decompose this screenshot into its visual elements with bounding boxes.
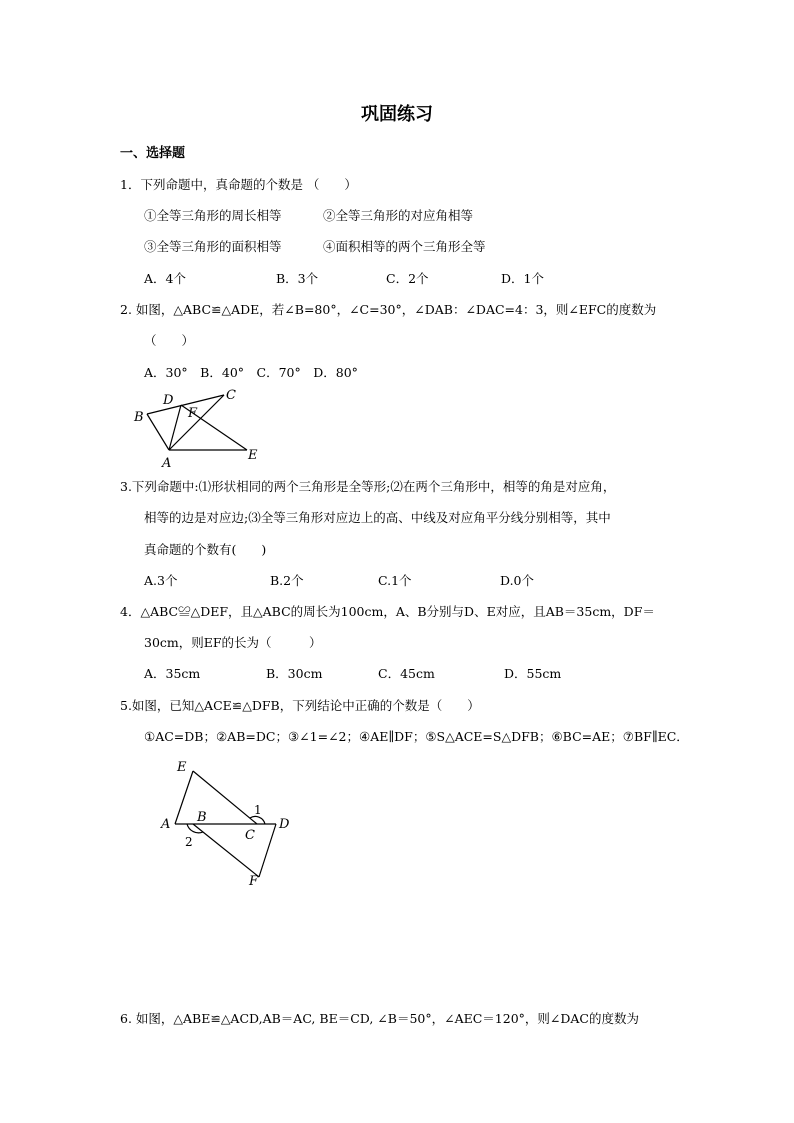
q4-choice-c: C．45cm	[378, 666, 435, 681]
q4-choice-d: D．55cm	[504, 666, 562, 681]
q5-label-a: A	[161, 817, 171, 832]
q2-line-ca	[169, 395, 224, 450]
q5-conclusions: ①AC=DB；②AB=DC；③∠1=∠2；④AE∥DF；⑤S△ACE=S△DFB；⑥BC=AE；⑦BF∥EC．	[144, 729, 689, 744]
q5-angle-2-label: 2	[185, 835, 193, 849]
q2-line-bc	[147, 395, 224, 414]
q3-choice-a: A.3个	[144, 573, 178, 588]
q2-label-c: C	[226, 388, 236, 403]
q4-choice-a: A．35cm	[144, 666, 201, 681]
q2-label-f: F	[188, 406, 198, 421]
q1-option-3: ③全等三角形的面积相等	[144, 239, 282, 254]
q2-choices: A．30° B．40° C．70° D．80°	[144, 365, 358, 380]
q1-option-2: ②全等三角形的对应角相等	[323, 208, 474, 223]
q3-choice-c: C.1个	[378, 573, 412, 588]
q3-line-3: 真命题的个数有( )	[144, 542, 267, 557]
q1-option-4: ④面积相等的两个三角形全等	[323, 239, 486, 254]
q5-line-fd	[259, 824, 276, 877]
q1-choice-b: B．3个	[276, 271, 319, 286]
q1-choice-d: D．1个	[501, 271, 544, 286]
q5-label-d: D	[279, 817, 290, 832]
q4-line-1: 4．△ABC≌△DEF，且△ABC的周长为100cm，A、B分别与D、E对应，且AB＝35cm，DF＝	[120, 604, 655, 619]
q2-line-ba	[147, 414, 169, 450]
section-heading: 一、选择题	[120, 146, 186, 161]
q6-stem: 6. 如图，△ABE≌△ACD,AB＝AC, BE＝CD, ∠B＝50°，∠AEC＝120°，则∠DAC的度数为	[120, 1011, 639, 1026]
q1-choice-a: A．4个	[144, 271, 186, 286]
q1-stem: 1．下列命题中，真命题的个数是 （ ）	[120, 177, 357, 192]
q5-label-b: B	[197, 810, 207, 825]
q5-label-f: F	[249, 874, 259, 889]
page-title: 巩固练习	[361, 104, 433, 125]
q5-line-ae	[175, 771, 193, 824]
q3-line-1: 3.下列命题中:⑴形状相同的两个三角形是全等形;⑵在两个三角形中，相等的角是对应角，	[120, 479, 616, 494]
q1-choice-c: C．2个	[386, 271, 429, 286]
q2-stem: 2. 如图，△ABC≌△ADE，若∠B=80°，∠C=30°，∠DAB：∠DAC=4：3，则∠EFC的度数为	[120, 302, 657, 317]
q2-figure	[125, 383, 275, 473]
q3-line-2: 相等的边是对应边;⑶全等三角形对应边上的高、中线及对应角平分线分别相等，其中	[144, 510, 611, 525]
q5-stem: 5.如图，已知△ACE≌△DFB，下列结论中正确的个数是（ ）	[120, 698, 480, 713]
q5-angle-1-label: 1	[254, 803, 262, 817]
q5-figure	[155, 757, 305, 897]
q3-choice-d: D.0个	[500, 573, 535, 588]
q3-choice-b: B.2个	[270, 573, 304, 588]
q4-choice-b: B．30cm	[266, 666, 323, 681]
q5-label-e: E	[177, 760, 187, 775]
q2-paren: （ ）	[144, 333, 195, 348]
q2-label-b: B	[134, 410, 144, 425]
q2-label-e: E	[248, 448, 258, 463]
q1-option-1: ①全等三角形的周长相等	[144, 208, 282, 223]
q2-label-a: A	[162, 456, 172, 471]
q4-line-2: 30cm，则EF的长为（ ）	[144, 635, 322, 650]
q2-label-d: D	[163, 393, 174, 408]
q5-label-c: C	[245, 828, 255, 843]
